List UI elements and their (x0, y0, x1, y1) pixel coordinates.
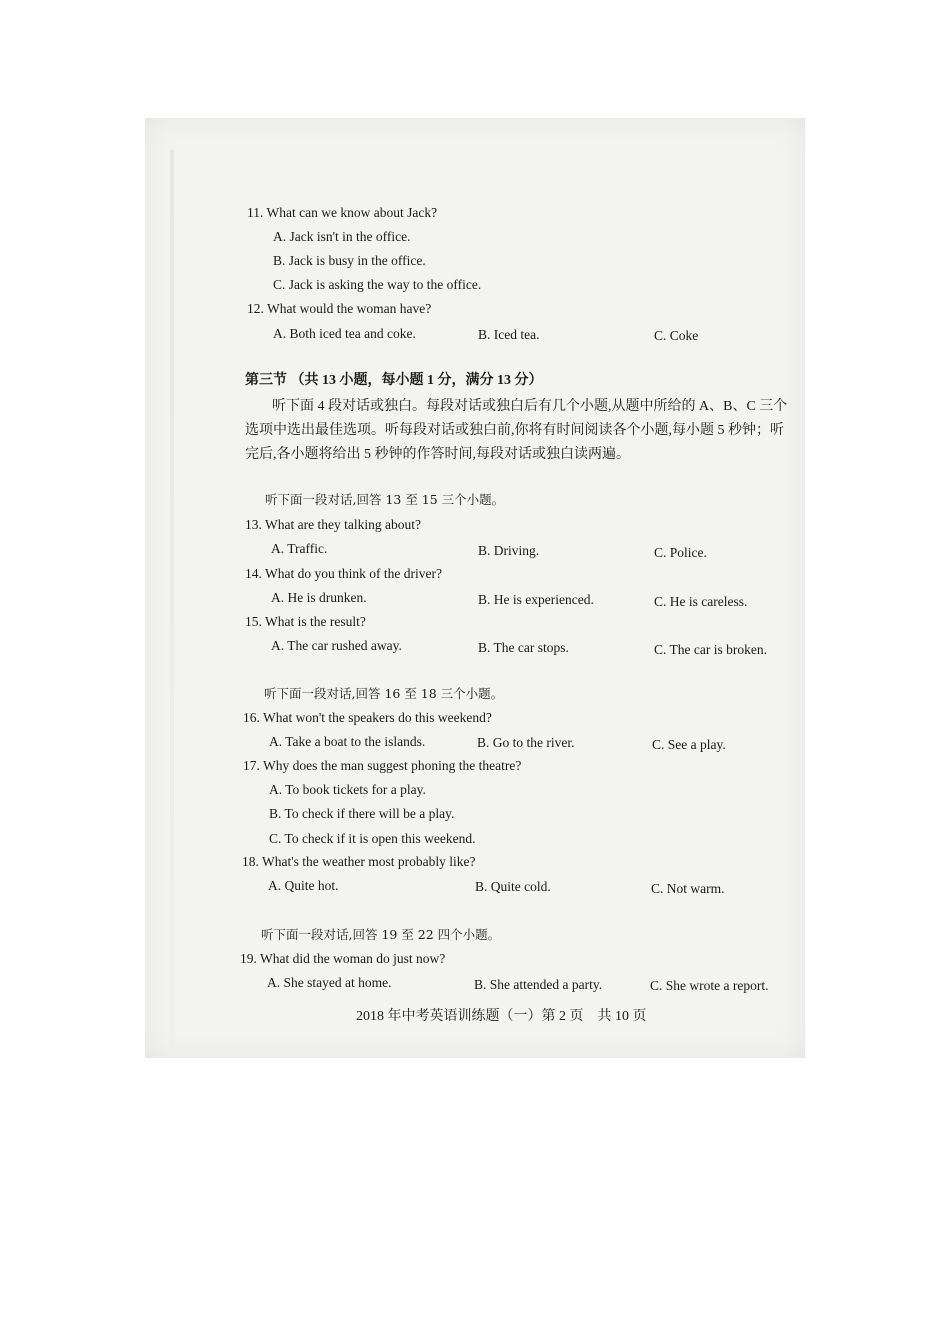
q18-option-b: B. Quite cold. (475, 879, 551, 894)
q18-option-c: C. Not warm. (651, 881, 725, 896)
question-number: 12. (247, 301, 264, 316)
dialogue-group-3-heading: 听下面一段对话,回答 19 至 22 四个小题。 (261, 927, 501, 942)
q17-option-c: C. To check if it is open this weekend. (269, 831, 476, 846)
question-text: What's the weather most probably like? (262, 854, 476, 869)
q15-option-c: C. The car is broken. (654, 642, 767, 657)
dialogue-group-2-heading: 听下面一段对话,回答 16 至 18 三个小题。 (264, 686, 504, 701)
question-11 (247, 205, 437, 221)
q12-option-c: C. Coke (654, 328, 699, 343)
q17-option-b: B. To check if there will be a play. (269, 806, 455, 821)
section-score-detail: （共 13 小题，每小题 1 分，满分 13 分） (290, 373, 543, 388)
q16-option-b: B. Go to the river. (477, 735, 575, 750)
page-footer: 2018 年中考英语训练题（一）第 2 页 共 10 页 (356, 1009, 647, 1024)
section-title: 第三节 (245, 373, 287, 388)
q11-option-c: C. Jack is asking the way to the office. (273, 277, 482, 292)
section-instruction-line-1: 听下面 4 段对话或独白。每段对话或独白后有几个小题,从题中所给的 A、B、C 三个 (272, 399, 788, 414)
question-text: What did the woman do just now? (260, 951, 446, 966)
section-heading (245, 373, 543, 389)
q16-option-c: C. See a play. (652, 737, 726, 752)
q17-option-a: A. To book tickets for a play. (269, 782, 426, 797)
q14-option-c: C. He is careless. (654, 594, 748, 609)
q13-option-a: A. Traffic. (271, 541, 328, 556)
q14-option-b: B. He is experienced. (478, 592, 594, 607)
question-19 (240, 951, 445, 967)
question-text: What is the result? (265, 614, 366, 629)
question-16 (243, 710, 492, 726)
question-text: What would the woman have? (267, 301, 432, 316)
q14-option-a: A. He is drunken. (271, 590, 367, 605)
q19-option-c: C. She wrote a report. (650, 978, 769, 993)
question-text: What can we know about Jack? (266, 205, 438, 220)
q11-option-a: A. Jack isn't in the office. (273, 229, 411, 244)
question-text: Why does the man suggest phoning the theatre? (263, 758, 522, 773)
q13-option-b: B. Driving. (478, 543, 540, 558)
question-18 (242, 854, 476, 870)
question-number: 16. (243, 710, 260, 725)
question-number: 15. (245, 614, 262, 629)
section-instruction-line-3: 完后,各小题将给出 5 秒钟的作答时间,每段对话或独白读两遍。 (245, 447, 630, 462)
question-number: 18. (242, 854, 259, 869)
q19-option-b: B. She attended a party. (474, 977, 603, 992)
question-text: What are they talking about? (265, 517, 421, 532)
question-15 (245, 614, 366, 630)
q13-option-c: C. Police. (654, 545, 707, 560)
q11-option-b: B. Jack is busy in the office. (273, 253, 426, 268)
question-14 (245, 566, 442, 582)
question-number: 17. (243, 758, 260, 773)
question-number: 11. (247, 205, 264, 220)
q12-option-b: B. Iced tea. (478, 327, 540, 342)
q15-option-b: B. The car stops. (478, 640, 569, 655)
dialogue-group-1-heading: 听下面一段对话,回答 13 至 15 三个小题。 (265, 492, 505, 507)
paper-fold-shadow (170, 150, 174, 1050)
question-13 (245, 517, 421, 533)
section-instruction-line-2: 选项中选出最佳选项。听每段对话或独白前,你将有时间阅读各个小题,每小题 5 秒钟；听 (245, 423, 784, 438)
question-12 (247, 301, 431, 317)
question-number: 19. (240, 951, 257, 966)
q19-option-a: A. She stayed at home. (267, 975, 392, 990)
question-text: What won't the speakers do this weekend? (263, 710, 492, 725)
q16-option-a: A. Take a boat to the islands. (269, 734, 426, 749)
scanned-paper-sheet (145, 118, 805, 1058)
q15-option-a: A. The car rushed away. (271, 638, 402, 653)
question-number: 14. (245, 566, 262, 581)
question-number: 13. (245, 517, 262, 532)
q12-option-a: A. Both iced tea and coke. (273, 326, 416, 341)
question-text: What do you think of the driver? (265, 566, 442, 581)
question-17 (243, 758, 521, 774)
q18-option-a: A. Quite hot. (268, 878, 339, 893)
